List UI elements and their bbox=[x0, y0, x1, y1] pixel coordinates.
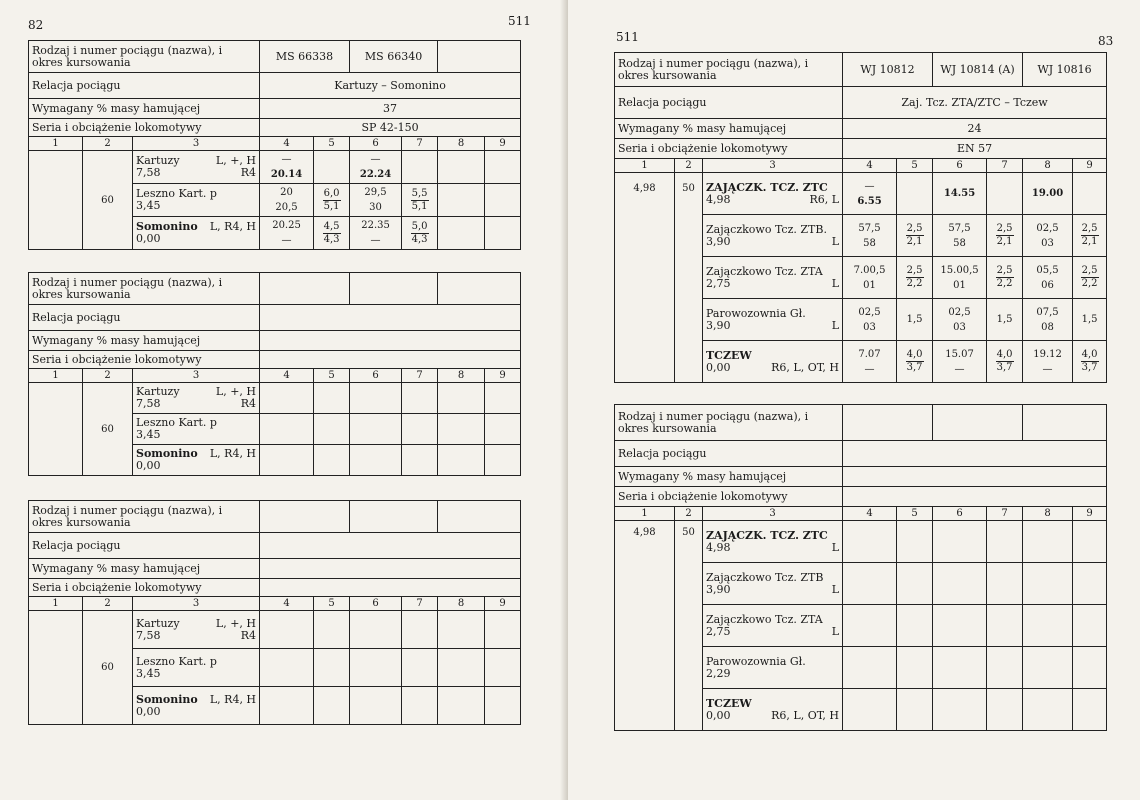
train-number: MS 66340 bbox=[350, 41, 438, 73]
station-name: TCZEW bbox=[706, 348, 752, 362]
station-extra: R6, L, OT, H bbox=[771, 360, 840, 374]
station-km: 0,00 bbox=[136, 232, 161, 245]
runtime-b: 2,2 bbox=[906, 278, 923, 289]
station-cell bbox=[703, 299, 843, 341]
station-cell bbox=[133, 151, 260, 184]
runtime-a: 2,5 bbox=[996, 223, 1013, 234]
time-a: 7.07 bbox=[858, 348, 881, 360]
col-header: 1 bbox=[29, 137, 83, 151]
km-start: 4,98 bbox=[615, 173, 675, 383]
station-km: 3,90 bbox=[706, 234, 731, 248]
station-extra: R4 bbox=[240, 628, 257, 642]
col-header: 1 bbox=[29, 369, 83, 383]
col-header: 7 bbox=[987, 159, 1023, 173]
time-a: 15.07 bbox=[945, 348, 974, 360]
station-name: Kartuzy bbox=[136, 154, 180, 167]
station-extra: L bbox=[831, 540, 840, 554]
time-a: 22.35 bbox=[361, 220, 390, 231]
station-name: Kartuzy bbox=[136, 385, 180, 398]
time-a: 19.12 bbox=[1033, 348, 1062, 360]
station-extra: L bbox=[831, 582, 840, 596]
col-header: 4 bbox=[843, 507, 897, 521]
col-header: 3 bbox=[133, 137, 260, 151]
station-extra: L bbox=[831, 318, 840, 332]
col-header: 3 bbox=[703, 507, 843, 521]
station-km: 7,58 bbox=[136, 166, 161, 179]
time-a: 15.00,5 bbox=[940, 264, 979, 276]
station-name: Somonino bbox=[136, 220, 198, 233]
col-header: 8 bbox=[1023, 159, 1073, 173]
runtime-a: 4,0 bbox=[996, 349, 1013, 360]
timetable-block-1 bbox=[28, 40, 521, 250]
time-a: 02,5 bbox=[948, 306, 971, 318]
km-start bbox=[29, 151, 83, 250]
col-header: 1 bbox=[615, 507, 675, 521]
time-b: 03 bbox=[863, 321, 876, 333]
station-extra: L bbox=[831, 234, 840, 248]
label-relation: Relacja pociągu bbox=[29, 73, 260, 99]
runtime-b: 1,5 bbox=[906, 314, 923, 325]
station-cell bbox=[133, 649, 260, 687]
timetable-right-block-1 bbox=[614, 52, 1107, 383]
station-name: Zajączkowo Tcz. ZTB bbox=[706, 570, 824, 584]
station-cell bbox=[133, 611, 260, 649]
station-name: Leszno Kart. p bbox=[136, 654, 217, 668]
station-name: Parowozownia Gł. bbox=[706, 654, 806, 668]
station-cell bbox=[133, 184, 260, 217]
col-header: 5 bbox=[314, 369, 350, 383]
station-km: 3,45 bbox=[136, 199, 161, 212]
station-km: 7,58 bbox=[136, 397, 161, 410]
station-km: 2,29 bbox=[706, 666, 731, 680]
station-km: 0,00 bbox=[136, 459, 161, 472]
station-extra: R4 bbox=[240, 166, 257, 179]
speed-limit: 60 bbox=[83, 611, 133, 725]
runtime-b: 2,1 bbox=[1081, 236, 1098, 247]
time-a: 7.00,5 bbox=[853, 264, 886, 276]
label-train: Rodzaj i numer pociągu (nazwa), i okres kursowania bbox=[615, 405, 843, 441]
station-flags: L, R4, H bbox=[209, 692, 257, 706]
col-header: 5 bbox=[314, 137, 350, 151]
time-b: 01 bbox=[953, 279, 966, 291]
station-cell bbox=[133, 217, 260, 250]
station-name: Zajączkowo Tcz. ZTB. bbox=[706, 222, 827, 236]
station-flags: L, R4, H bbox=[209, 447, 257, 460]
station-km: 2,75 bbox=[706, 276, 731, 290]
station-extra: R6, L bbox=[809, 192, 840, 206]
col-header: 2 bbox=[83, 137, 133, 151]
timetable-right-block-2 bbox=[614, 404, 1107, 731]
timetable-block-3 bbox=[28, 500, 521, 725]
runtime-b: 1,5 bbox=[1081, 314, 1098, 325]
station-cell bbox=[133, 414, 260, 445]
station-extra: R6, L, OT, H bbox=[771, 708, 840, 722]
speed-limit: 60 bbox=[83, 383, 133, 476]
label-loco: Seria i obciążenie lokomotywy bbox=[615, 139, 843, 159]
label-braking: Wymagany % masy hamującej bbox=[615, 119, 843, 139]
station-km: 7,58 bbox=[136, 628, 161, 642]
loco-value: EN 57 bbox=[843, 139, 1107, 159]
speed-limit: 60 bbox=[83, 151, 133, 250]
train-number: WJ 10816 bbox=[1023, 53, 1107, 87]
runtime-b: 3,7 bbox=[996, 362, 1013, 373]
col-header: 4 bbox=[260, 369, 314, 383]
col-header: 5 bbox=[897, 159, 933, 173]
station-cell bbox=[133, 383, 260, 414]
braking-value: 24 bbox=[843, 119, 1107, 139]
station-flags: L, +, H bbox=[215, 616, 257, 630]
station-name: Leszno Kart. p bbox=[136, 416, 217, 429]
station-name: Somonino bbox=[136, 692, 198, 706]
runtime-b: 5,1 bbox=[411, 200, 428, 212]
train-number: MS 66338 bbox=[260, 41, 350, 73]
runtime-b: 3,7 bbox=[906, 362, 923, 373]
station-km: 3,45 bbox=[136, 428, 161, 441]
col-header: 9 bbox=[485, 597, 521, 611]
col-header: 6 bbox=[933, 507, 987, 521]
col-header: 8 bbox=[438, 597, 485, 611]
time-b: — bbox=[864, 363, 875, 375]
col-header: 4 bbox=[260, 597, 314, 611]
station-km: 3,90 bbox=[706, 582, 731, 596]
col-header: 9 bbox=[485, 369, 521, 383]
runtime-b: 4,3 bbox=[411, 233, 428, 245]
label-braking: Wymagany % masy hamującej bbox=[29, 331, 260, 351]
station-name: TCZEW bbox=[706, 696, 752, 710]
page-number-left: 82 bbox=[28, 18, 44, 32]
station-name: Zajączkowo Tcz. ZTA bbox=[706, 612, 823, 626]
station-km: 4,98 bbox=[706, 540, 731, 554]
runtime-a: 4,0 bbox=[906, 349, 923, 360]
runtime-b: 5,1 bbox=[323, 200, 340, 212]
station-name: Somonino bbox=[136, 447, 198, 460]
col-header: 8 bbox=[438, 137, 485, 151]
col-header: 6 bbox=[350, 369, 402, 383]
station-km: 0,00 bbox=[136, 704, 161, 718]
runtime-b: 2,2 bbox=[1081, 278, 1098, 289]
time-b: 08 bbox=[1041, 321, 1054, 333]
time-b: — bbox=[1042, 363, 1053, 375]
runtime-a: 2,5 bbox=[1081, 265, 1098, 276]
station-cell bbox=[703, 647, 843, 689]
station-km: 3,45 bbox=[136, 666, 161, 680]
col-header: 9 bbox=[485, 137, 521, 151]
time-a: 02,5 bbox=[858, 306, 881, 318]
time-a: 57,5 bbox=[858, 222, 881, 234]
station-flags: L, +, H bbox=[215, 385, 257, 398]
label-loco: Seria i obciążenie lokomotywy bbox=[29, 119, 260, 137]
station-km: 2,75 bbox=[706, 624, 731, 638]
station-name: Leszno Kart. p bbox=[136, 187, 217, 200]
time-b: 01 bbox=[863, 279, 876, 291]
label-loco: Seria i obciążenie lokomotywy bbox=[29, 579, 260, 597]
runtime-b: 3,7 bbox=[1081, 362, 1098, 373]
station-name: Zajączkowo Tcz. ZTA bbox=[706, 264, 823, 278]
time-a: — bbox=[370, 154, 381, 165]
time-b: 03 bbox=[953, 321, 966, 333]
time-b: 58 bbox=[953, 237, 966, 249]
running-number-left: 511 bbox=[508, 14, 531, 28]
runtime-a: 5,0 bbox=[411, 220, 428, 232]
col-header: 6 bbox=[350, 137, 402, 151]
station-cell bbox=[703, 215, 843, 257]
runtime-a: 2,5 bbox=[1081, 223, 1098, 234]
braking-value: 37 bbox=[260, 99, 521, 119]
runtime-b: 2,2 bbox=[996, 278, 1013, 289]
runtime-a: 2,5 bbox=[996, 265, 1013, 276]
time-b: 14.55 bbox=[943, 188, 976, 199]
col-header: 3 bbox=[133, 597, 260, 611]
page-number-right: 83 bbox=[1098, 34, 1114, 48]
label-loco: Seria i obciążenie lokomotywy bbox=[29, 351, 260, 369]
time-a: 57,5 bbox=[948, 222, 971, 234]
station-km: 0,00 bbox=[706, 360, 731, 374]
station-extra: R4 bbox=[240, 397, 257, 410]
station-name: ZAJĄCZK. TCZ. ZTC bbox=[706, 180, 828, 194]
label-train: Rodzaj i numer pociągu (nazwa), i okres kursowania bbox=[615, 53, 843, 87]
col-header: 8 bbox=[1023, 507, 1073, 521]
col-header: 5 bbox=[314, 597, 350, 611]
station-flags: L, +, H bbox=[215, 154, 257, 167]
time-b: 20,5 bbox=[275, 202, 298, 213]
running-number-right: 511 bbox=[616, 30, 639, 44]
col-header: 6 bbox=[350, 597, 402, 611]
col-header: 7 bbox=[402, 369, 438, 383]
col-header: 1 bbox=[615, 159, 675, 173]
time-a: 02,5 bbox=[1036, 222, 1059, 234]
time-a: 07,5 bbox=[1036, 306, 1059, 318]
col-header: 4 bbox=[843, 159, 897, 173]
timetable-block-2 bbox=[28, 272, 521, 476]
runtime-a: 4,5 bbox=[323, 220, 340, 232]
label-train: Rodzaj i numer pociągu (nazwa), i okres kursowania bbox=[29, 501, 260, 533]
col-header: 3 bbox=[703, 159, 843, 173]
label-loco: Seria i obciążenie lokomotywy bbox=[615, 487, 843, 507]
runtime-a: 6,0 bbox=[323, 187, 340, 199]
train-number: WJ 10812 bbox=[843, 53, 933, 87]
station-cell bbox=[133, 687, 260, 725]
runtime-a: 2,5 bbox=[906, 265, 923, 276]
station-cell bbox=[703, 521, 843, 563]
col-header: 8 bbox=[438, 369, 485, 383]
train-number bbox=[438, 41, 521, 73]
km-start: 4,98 bbox=[615, 521, 675, 731]
runtime-b: 4,3 bbox=[323, 233, 340, 245]
station-km: 0,00 bbox=[706, 708, 731, 722]
runtime-a: 5,5 bbox=[411, 187, 428, 199]
station-cell bbox=[703, 173, 843, 215]
time-a: 05,5 bbox=[1036, 264, 1059, 276]
col-header: 7 bbox=[987, 507, 1023, 521]
station-km: 3,90 bbox=[706, 318, 731, 332]
station-cell bbox=[703, 563, 843, 605]
station-cell bbox=[703, 689, 843, 731]
runtime-a: 2,5 bbox=[906, 223, 923, 234]
station-extra: L bbox=[831, 624, 840, 638]
runtime-a: 4,0 bbox=[1081, 349, 1098, 360]
col-header: 6 bbox=[933, 159, 987, 173]
label-braking: Wymagany % masy hamującej bbox=[29, 559, 260, 579]
time-b: — bbox=[281, 235, 292, 246]
col-header: 2 bbox=[83, 369, 133, 383]
station-cell bbox=[703, 341, 843, 383]
station-cell bbox=[703, 257, 843, 299]
time-b: — bbox=[954, 363, 965, 375]
time-b: 6.55 bbox=[857, 195, 882, 207]
train-number: WJ 10814 (A) bbox=[933, 53, 1023, 87]
label-braking: Wymagany % masy hamującej bbox=[29, 99, 260, 119]
col-header: 5 bbox=[897, 507, 933, 521]
runtime-b: 2,1 bbox=[996, 236, 1013, 247]
time-b: — bbox=[370, 235, 381, 246]
loco-value: SP 42-150 bbox=[260, 119, 521, 137]
time-b: 19.00 bbox=[1031, 188, 1064, 199]
label-relation: Relacja pociągu bbox=[615, 87, 843, 119]
col-header: 3 bbox=[133, 369, 260, 383]
speed-limit: 50 bbox=[675, 173, 703, 383]
station-name: Parowozownia Gł. bbox=[706, 306, 806, 320]
label-train: Rodzaj i numer pociągu (nazwa), i okres kursowania bbox=[29, 41, 260, 73]
label-braking: Wymagany % masy hamującej bbox=[615, 467, 843, 487]
time-b: 22.24 bbox=[359, 169, 392, 180]
col-header: 7 bbox=[402, 137, 438, 151]
station-extra: L bbox=[831, 276, 840, 290]
station-flags: L, R4, H bbox=[209, 220, 257, 233]
station-km: 4,98 bbox=[706, 192, 731, 206]
station-cell bbox=[703, 605, 843, 647]
left-page bbox=[0, 0, 568, 800]
col-header: 1 bbox=[29, 597, 83, 611]
time-b: 30 bbox=[369, 202, 382, 213]
time-b: 06 bbox=[1041, 279, 1054, 291]
col-header: 2 bbox=[83, 597, 133, 611]
speed-limit: 50 bbox=[675, 521, 703, 731]
label-relation: Relacja pociągu bbox=[29, 305, 260, 331]
relation-value: Zaj. Tcz. ZTA/ZTC – Tczew bbox=[843, 87, 1107, 119]
col-header: 4 bbox=[260, 137, 314, 151]
label-relation: Relacja pociągu bbox=[29, 533, 260, 559]
time-a: — bbox=[281, 154, 292, 165]
col-header: 2 bbox=[675, 507, 703, 521]
col-header: 2 bbox=[675, 159, 703, 173]
runtime-b: 1,5 bbox=[996, 314, 1013, 325]
label-relation: Relacja pociągu bbox=[615, 441, 843, 467]
relation-value: Kartuzy – Somonino bbox=[260, 73, 521, 99]
time-b: 58 bbox=[863, 237, 876, 249]
time-a: — bbox=[864, 180, 875, 192]
time-b: 20.14 bbox=[270, 169, 303, 180]
time-a: 20 bbox=[280, 187, 293, 198]
time-b: 03 bbox=[1041, 237, 1054, 249]
time-a: 29,5 bbox=[364, 187, 387, 198]
station-name: ZAJĄCZK. TCZ. ZTC bbox=[706, 528, 828, 542]
col-header: 7 bbox=[402, 597, 438, 611]
label-train: Rodzaj i numer pociągu (nazwa), i okres kursowania bbox=[29, 273, 260, 305]
right-page bbox=[568, 0, 1140, 800]
col-header: 9 bbox=[1073, 507, 1107, 521]
time-a: 20.25 bbox=[272, 220, 301, 231]
station-cell bbox=[133, 445, 260, 476]
station-name: Kartuzy bbox=[136, 616, 180, 630]
runtime-b: 2,1 bbox=[906, 236, 923, 247]
col-header: 9 bbox=[1073, 159, 1107, 173]
